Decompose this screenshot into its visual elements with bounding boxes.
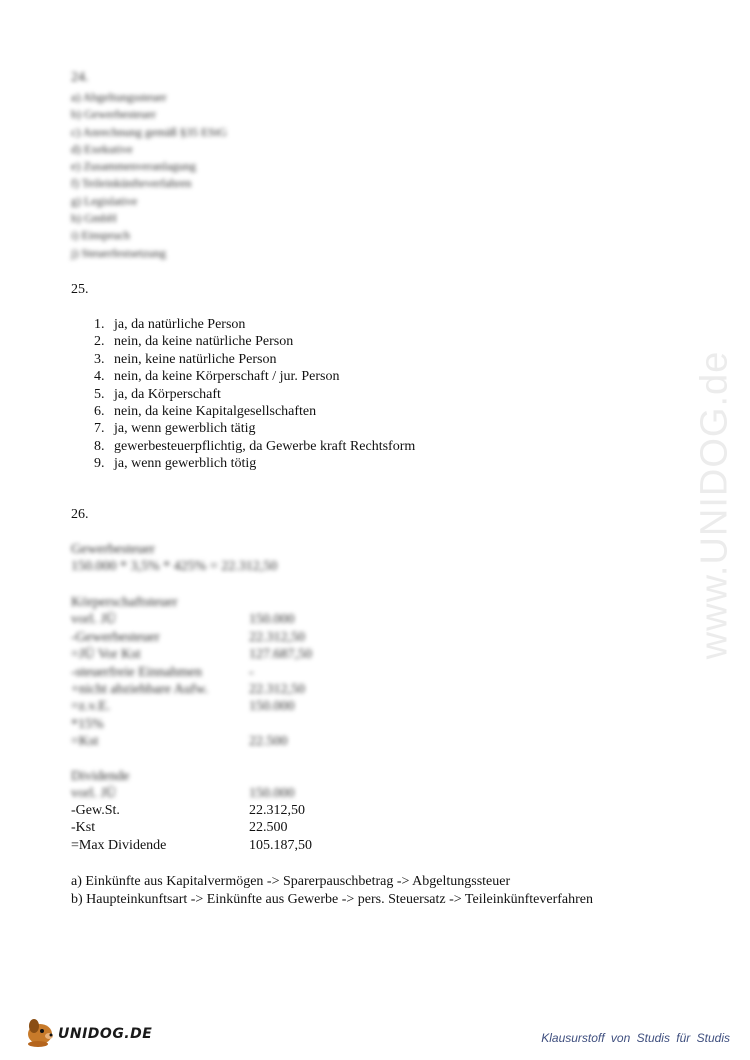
list-item: 9. ja, wenn gewerblich tötig	[94, 456, 257, 472]
table-row: +nicht abziehbare Aufw. 22.312,50	[71, 681, 305, 697]
section-24-list	[71, 89, 227, 262]
section-25-list	[94, 316, 415, 473]
table-row: -Gewerbesteuer 22.312,50	[71, 629, 305, 645]
list-item: f) Teileinkünfteverfahren	[71, 176, 192, 191]
table-row: *15%	[71, 716, 104, 732]
list-item: g) Legislative	[71, 193, 138, 208]
list-item: 3. nein, keine natürliche Person	[94, 351, 277, 367]
list-item: 2. nein, da keine natürliche Person	[94, 334, 294, 350]
table-row: -Kst 22.500	[71, 820, 288, 836]
gewerbesteuer-block	[71, 541, 277, 576]
table-row: vorl. JÜ 150.000	[71, 612, 295, 628]
dividende-block	[71, 802, 312, 854]
list-item: j) Steuerfestsetzung	[71, 245, 166, 260]
kst-title: Körperschaftsteuer	[71, 595, 178, 610]
table-row: =Kst 22.500	[71, 734, 288, 750]
answer-b: b) Haupteinkunftsart -> Einkünfte aus Gewerbe -> pers. Steuersatz -> Teileinkünfteverfahren	[71, 891, 593, 907]
section-24-number: 24.	[71, 70, 89, 85]
list-item: 4. nein, da keine Körperschaft / jur. Person	[94, 369, 340, 385]
gewst-title: Gewerbesteuer	[71, 542, 155, 557]
logo-text[interactable]: UNIDOG.DE	[58, 1026, 153, 1042]
list-item: e) Zusammenveranlagung	[71, 159, 196, 174]
dividende-block-blurred	[71, 768, 295, 803]
section-26-number: 26.	[71, 507, 89, 522]
section-25-number: 25.	[71, 282, 89, 297]
list-item: a) Abgeltungssteuer	[71, 90, 167, 104]
watermark: www.UNIDOG.de	[693, 350, 736, 660]
section-26-answers	[71, 873, 593, 908]
list-item: 6. nein, da keine Kapitalgesellschaften	[94, 404, 317, 420]
list-item: b) Gewerbesteuer	[71, 107, 156, 122]
list-item: 7. ja, wenn gewerblich tätig	[94, 421, 256, 437]
list-item: d) Exekutive	[71, 141, 133, 156]
table-row: =z.v.E. 150.000	[71, 699, 295, 715]
list-item: 1. ja, da natürliche Person	[94, 317, 246, 332]
table-row: -steuerfreie Einnahmen -	[71, 664, 254, 680]
list-item: 8. gewerbesteuerpflichtig, da Gewerbe kraft Rechtsform	[94, 438, 416, 454]
table-row: -Gew.St. 22.312,50	[71, 803, 305, 818]
list-item: c) Anrechnung gemäß §35 EStG	[71, 124, 227, 139]
table-row: vorl. JÜ 150.000	[71, 786, 295, 802]
gewst-calculation: 150.000 * 3,5% * 425% = 22.312,50	[71, 559, 278, 575]
table-row: =Max Dividende 105.187,50	[71, 837, 312, 853]
dividende-title: Dividende	[71, 769, 130, 784]
answer-a: a) Einkünfte aus Kapitalvermögen -> Sparerpauschbetrag -> Abgeltungssteuer	[71, 874, 511, 889]
list-item: 5. ja, da Körperschaft	[94, 386, 221, 402]
footer-tagline: Klausurstoff von Studis für Studis	[541, 1031, 730, 1045]
list-item: i) Einspruch	[71, 228, 130, 243]
table-row: =JÜ Vor Kst 127.687,50	[71, 647, 312, 663]
koerperschaftsteuer-block	[71, 594, 312, 751]
list-item: h) GmbH	[71, 211, 117, 226]
